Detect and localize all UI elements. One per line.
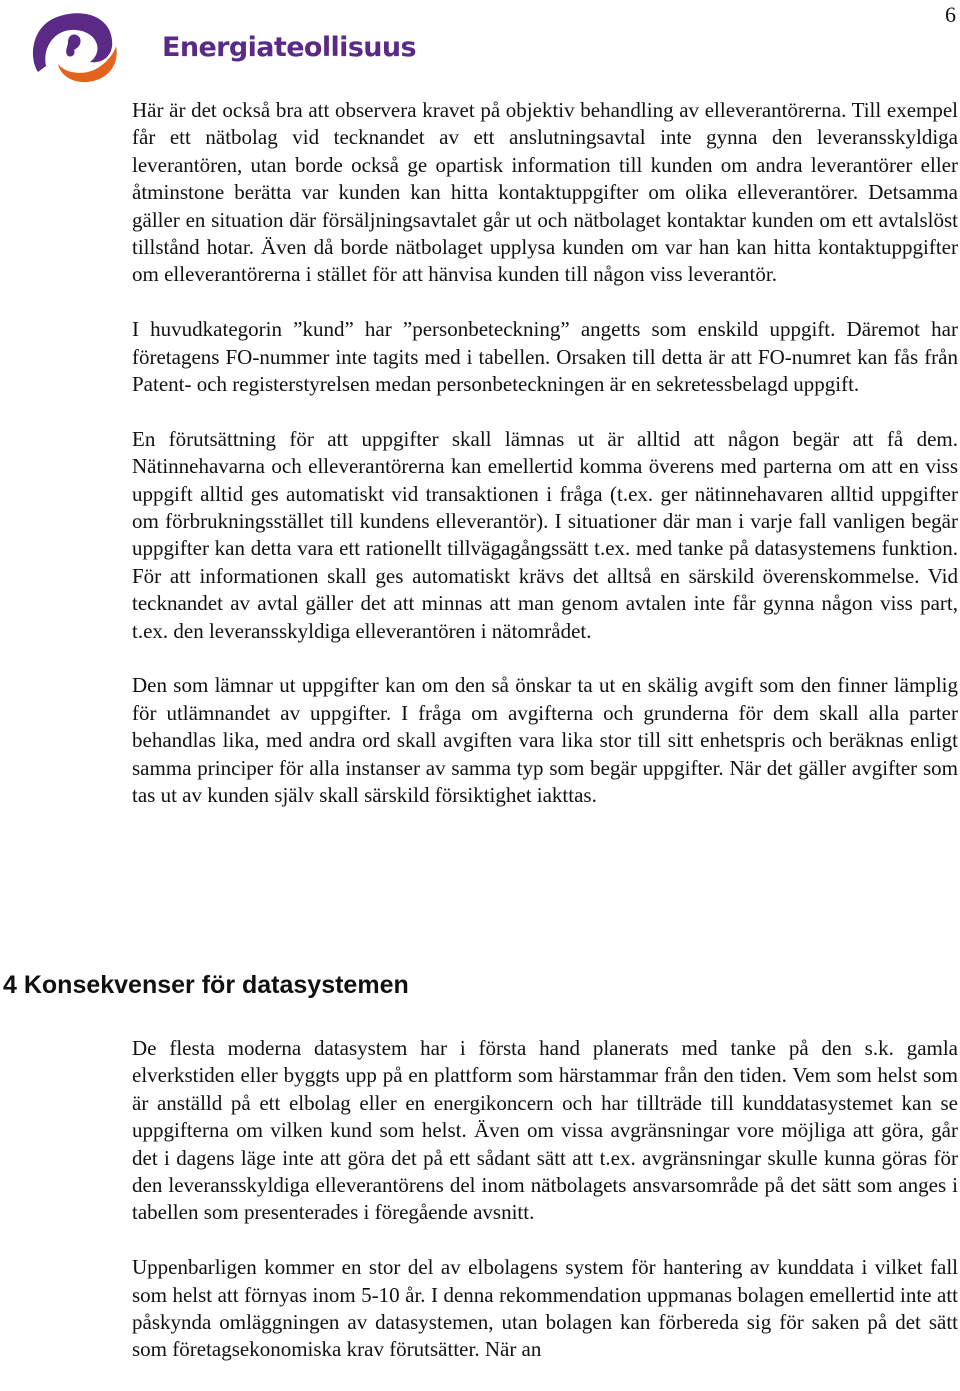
paragraph: Uppenbarligen kommer en stor del av elbolagens system för hantering av kunddata i vilket fall som helst att förnyas inom 5-10 år. I denna rekommendation uppmanas bolagen emellertid inte att påskynda omläggningen av datasystemen, utan bolagen kan förbereda sig för saken på det sätt som företagsekonomiska krav förutsätter. När an [132, 1255, 958, 1362]
page-number: 6 [945, 2, 956, 27]
document-body-top [132, 97, 958, 837]
logo [24, 8, 417, 84]
paragraph: I huvudkategorin ”kund” har ”personbeteckning” angetts som enskild uppgift. Däremot har företagens FO-nummer inte tagits med i tabellen. Orsaken till detta är att FO-numret kan fås från Patent- och registerstyrelsen medan personbeteckningen är en sekretessbelagd uppgift. [132, 317, 958, 397]
paragraph: En förutsättning för att uppgifter skall lämnas ut är alltid att någon begär att få dem. Nätinnehavarna och elleverantörerna kan emellertid komma överens med parterna om att en viss uppgift alltid ges automatiskt vid transaktionen i fråga (t.ex. ger nätinnehavaren alltid uppgifter om förbrukningsstället till kundens elleverantör). I situationer där man i varje fall vanligen begär uppgifter kan detta vara ett rationellt tillvägagångssätt t.ex. med tanke på datasystemens funktion. För att informationen skall ges automatiskt krävs det alltså en särskild överenskommelse. Vid tecknandet av avtal gäller det att minnas att man genom avtalen inte får gynna någon viss part, t.ex. den leveransskyldiga elleverantören i nätområdet. [132, 426, 958, 643]
energiateollisuus-logo-icon [24, 8, 124, 84]
document-body-section [132, 1035, 958, 1391]
paragraph: De flesta moderna datasystem har i första hand planerats med tanke på den s.k. gamla elverkstiden eller byggts upp på en plattform som härstammar från den tiden. Vem som helst som är anställd på ett elbolag eller en energikoncern och har tillträde till kunddatasystemet kan se uppgifterna om vilken kund som helst. Även om vissa avgränsningar vore möjliga att göra, går det i dagens läge inte att göra det på ett sådant sätt att t.ex. avgränsningar skulle kunna göras för den leveransskyldiga elleverantörens del inom nätbolagets ansvarsområde på det sätt som anges i tabellen som presenterades i föregående avsnitt. [132, 1036, 958, 1225]
paragraph: Den som lämnar ut uppgifter kan om den så önskar ta ut en skälig avgift som den finner lämplig för utlämnandet av uppgifter. I fråga om avgifterna och grunderna för dem skall alla parter behandlas lika, med andra ord skall avgiften vara lika stor till sitt enhetspris och beräknas enligt samma principer för alla instanser av samma typ som begär uppgifter. När det gäller avgifter som tas ut av kunden själv skall särskild försiktighet iakttas. [132, 673, 958, 808]
paragraph: Här är det också bra att observera kravet på objektiv behandling av elleverantörerna. Till exempel får ett nätbolag vid tecknandet av ett anslutningsavtal inte gynna den leveransskyldiga leverantören, utan borde också ge opartisk information till kunden om andra leverantörer eller åtminstone berätta var kunden kan hitta kontaktuppgifter om olika elleverantörer. Detsamma gäller en situation där försäljningsavtalet går ut och nätbolaget kontaktar kunden om ett avtalslöst tillstånd hotar. Även då borde nätbolaget upplysa kunden om var han kan hitta kontaktuppgifter om elleverantörerna i stället för att hänvisa kunden till någon viss leverantör. [132, 98, 958, 287]
section-heading: 4 Konsekvenser för datasystemen [3, 971, 409, 999]
brand-name: Energiateollisuus [162, 32, 417, 63]
